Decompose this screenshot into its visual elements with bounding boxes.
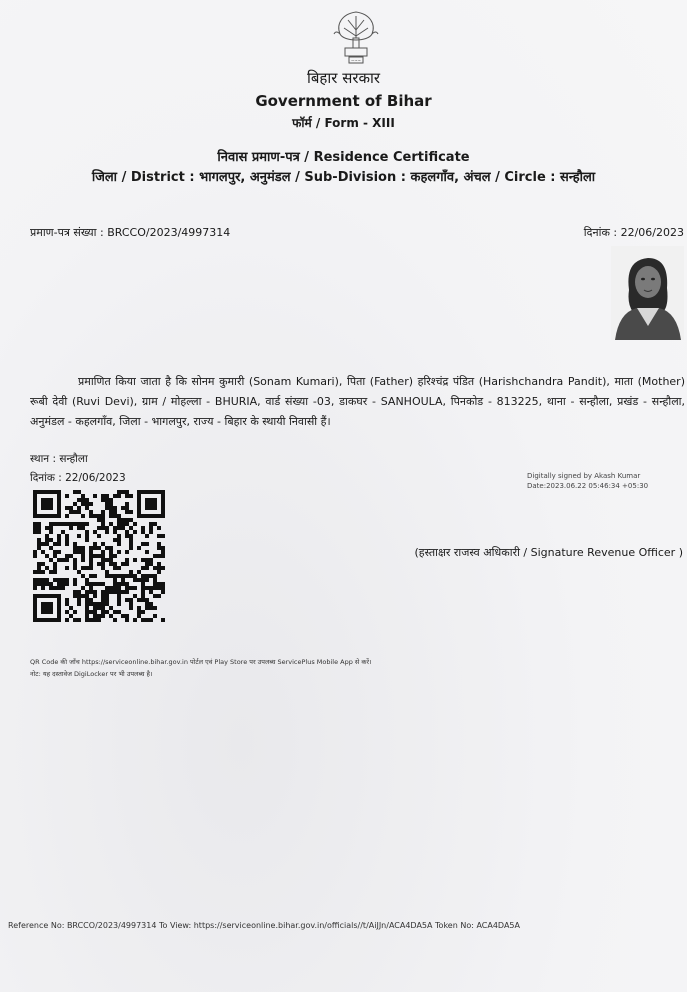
issue-date: दिनांक : 22/06/2023 [30,472,126,484]
digital-signature-date: Date:2023.06.22 05:46:34 +05:30 [527,482,649,490]
certificate-number: प्रमाण-पत्र संख्या : BRCCO/2023/4997314 [30,226,231,239]
qr-verification-note: QR Code की जाँच https://serviceonline.bihar.gov.in पोर्टल एवं Play Store पर उपलब्ध ServicePlus Mobile App से करें। [30,658,372,666]
officer-signature-label: (हस्ताक्षर राजस्व अधिकारी / Signature Revenue Officer ) [414,546,683,559]
svg-text:~~~: ~~~ [350,58,362,63]
form-number: फॉर्म / Form - XIII [292,116,395,130]
digital-signature [527,471,648,491]
government-name-hindi: बिहार सरकार [306,69,381,87]
applicant-photo [611,246,684,340]
digilocker-note: नोट: यह दस्तावेज DigiLocker पर भी उपलब्ध है। [30,670,153,678]
digital-signature-signer: Digitally signed by Akash Kumar [527,472,641,480]
government-name: Government of Bihar [255,92,432,110]
qr-code [33,490,165,623]
certificate-statement [30,372,685,432]
jurisdiction-line: जिला / District : भागलपुर, अनुमंडल / Sub-Division : कहलगाँव, अंचल / Circle : सन्हौला [91,170,596,185]
statement-text: प्रमाणित किया जाता है कि सोनम कुमारी (Sonam Kumari), पिता (Father) हरिश्चंद्र पंडित (Harishchandra Pandit), माता (Mother) रूबी देवी (Ruvi Devi), ग्राम / मोहल्ला - BHURIA, वार्ड संख्या -03, डाकघर - SANHOULA, पिनकोड - 813225, थाना - सन्हौला, प्रखंड - सन्हौला, अनुमंडल - कहलगाँव, जिला - भागलपुर, राज्य - बिहार के स्थायी निवासी हैं। [30,375,685,428]
certificate-date: दिनांक : 22/06/2023 [583,226,684,239]
reference-footer: Reference No: BRCCO/2023/4997314 To View: https://serviceonline.bihar.gov.in/officials//t/AiJJn/ACA4DA5A Token No: ACA4DA5A [8,921,520,930]
certificate-title: निवास प्रमाण-पत्र / Residence Certificate [217,150,470,165]
bodhi-tree-emblem-icon [330,8,382,66]
issue-place: स्थान : सन्हौला [30,453,88,465]
